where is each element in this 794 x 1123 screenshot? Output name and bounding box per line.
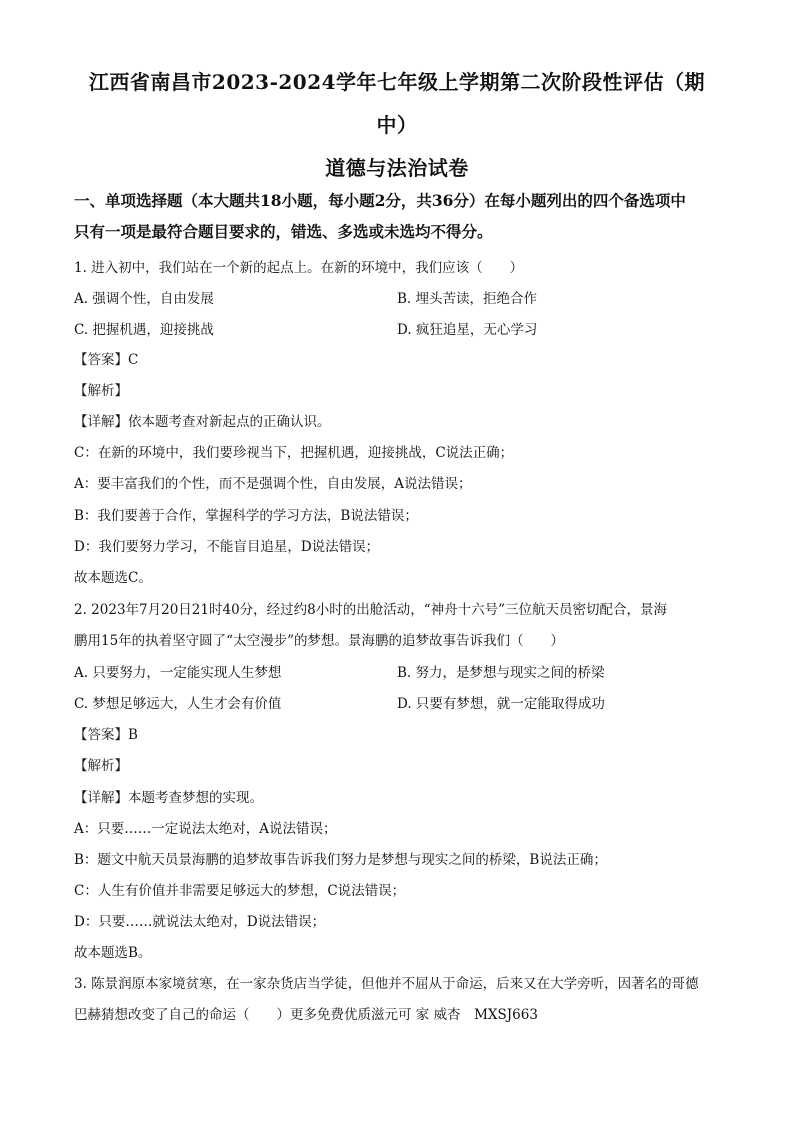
question-2-analysis: 【解析】	[74, 758, 128, 774]
question-2-option-b: B. 努力，是梦想与现实之间的桥梁	[397, 665, 605, 681]
question-1-option-a: A. 强调个性，自由发展	[74, 291, 214, 307]
question-2-option-a: A. 只要努力，一定能实现人生梦想	[74, 665, 282, 681]
question-2-stem-line2: 鹏用15年的执着坚守圆了“太空漫步”的梦想。景海鹏的追梦故事告诉我们（ ）	[74, 633, 564, 649]
question-1-option-d: D. 疯狂追星，无心学习	[397, 322, 538, 338]
question-2-option-c: C. 梦想足够远大，人生才会有价值	[74, 696, 282, 712]
exam-title-line1: 江西省南昌市2023-2024学年七年级上学期第二次阶段性评估（期	[88, 70, 706, 94]
section-heading-line2: 只有一项是最符合题目要求的，错选、多选或未选均不得分。	[74, 222, 493, 241]
question-1-option-c: C. 把握机遇，迎接挑战	[74, 322, 214, 338]
question-3-stem-line2: 巴赫猜想改变了自己的命运（ ）更多免费优质滋元可 家 威杏 MXSJ663	[74, 1007, 538, 1023]
question-2-stem-line1: 2. 2023年7月20日21时40分，经过约8小时的出舱活动，“神舟十六号”三位航天员密切配合，景海	[74, 602, 668, 618]
question-1-answer: 【答案】C	[74, 352, 139, 368]
question-1-detail: C：在新的环境中，我们要珍视当下，把握机遇，迎接挑战，C说法正确；	[74, 445, 514, 461]
question-2-option-d: D. 只要有梦想，就一定能取得成功	[397, 696, 605, 712]
question-2-detail: 【详解】本题考查梦想的实现。	[74, 790, 263, 806]
question-2-detail: B：题文中航天员景海鹏的追梦故事告诉我们努力是梦想与现实之间的桥梁，B说法正确；	[74, 852, 607, 868]
exam-subtitle: 道德与法治试卷	[325, 156, 469, 180]
question-1-detail: 【详解】依本题考查对新起点的正确认识。	[74, 414, 331, 430]
question-2-conclusion: 故本题选B。	[74, 945, 152, 961]
question-2-answer: 【答案】B	[74, 727, 138, 743]
question-1-stem: 1. 进入初中，我们站在一个新的起点上。在新的环境中，我们应该（ ）	[74, 260, 524, 276]
exam-title-line2: 中）	[376, 113, 418, 137]
section-heading-line1: 一、单项选择题（本大题共18小题，每小题2分，共36分）在每小题列出的四个备选项中	[74, 191, 686, 210]
question-2-detail: A：只要……一定说法太绝对，A说法错误；	[74, 821, 337, 837]
question-1-detail: B：我们要善于合作，掌握科学的学习方法，B说法错误；	[74, 508, 418, 524]
question-1-detail: A：要丰富我们的个性，而不是强调个性，自由发展，A说法错误；	[74, 476, 472, 492]
question-2-detail: D：只要……就说法太绝对，D说法错误；	[74, 914, 326, 930]
question-1-option-b: B. 埋头苦读，拒绝合作	[397, 291, 538, 307]
question-2-detail: C：人生有价值并非需要足够远大的梦想，C说法错误；	[74, 883, 406, 899]
question-1-conclusion: 故本题选C。	[74, 570, 152, 586]
question-3-stem-line1: 3. 陈景润原本家境贫寒，在一家杂货店当学徒，但他并不屈从于命运，后来又在大学旁听，因著名的哥德	[74, 976, 699, 992]
question-1-analysis: 【解析】	[74, 383, 128, 399]
question-1-detail: D：我们要努力学习，不能盲目追星，D说法错误；	[74, 539, 380, 555]
